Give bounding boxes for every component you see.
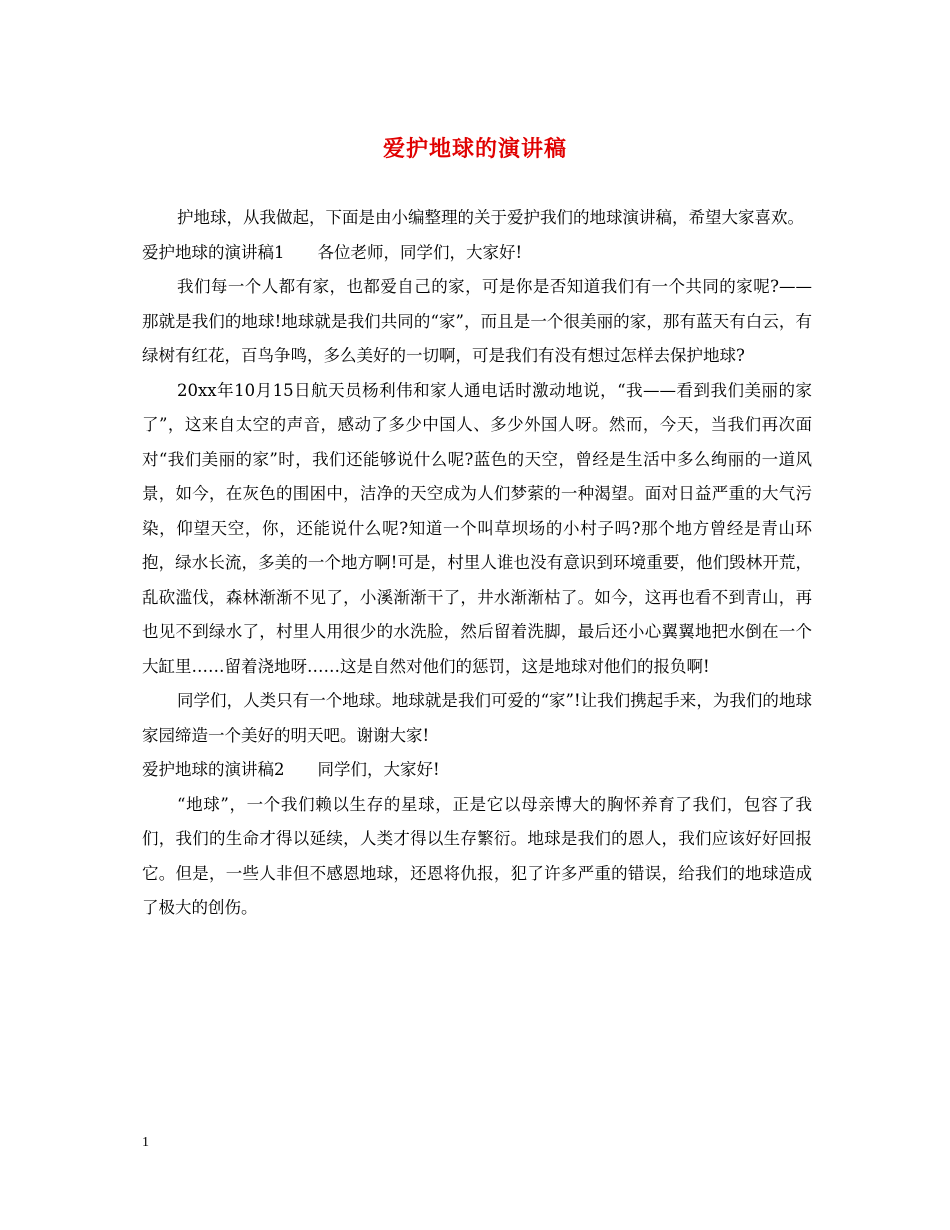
speech1-paragraph-3: 同学们，人类只有一个地球。地球就是我们可爱的“家”!让我们携起手来，为我们的地球家园缔造一个美好的明天吧。谢谢大家! [142,691,812,745]
speech1-paragraph-2: 20xx年10月15日航天员杨利伟和家人通电话时激动地说，“我——看到我们美丽的家了”，这来自太空的声音，感动了多少中国人、多少外国人呀。然而，今天，当我们再次面对“我们美丽的家”时，我们还能够说什么呢?蓝色的天空，曾经是生活中多么绚丽的一道风景，如今，在灰色的围困中，洁净的天空成为人们梦萦的一种渴望。面对日益严重的大气污染，仰望天空，你，还能说什么呢?知道一个叫草坝场的小村子吗?那个地方曾经是青山环抱，绿水长流，多美的一个地方啊!可是，村里人谁也没有意识到环境重要，他们毁林开荒，乱砍滥伐，森林渐渐不见了，小溪渐渐干了，井水渐渐枯了。如今，这再也看不到青山，再也见不到绿水了，村里人用很少的水洗脸，然后留着洗脚，最后还小心翼翼地把水倒在一个大缸里……留着浇地呀……这是自然对他们的惩罚，这是地球对他们的报负啊! [142,380,812,676]
page-number: 1 [142,1135,149,1150]
document-title: 爱护地球的演讲稿 [382,136,567,162]
intro-paragraph: 护地球，从我做起，下面是由小编整理的关于爱护我们的地球演讲稿，希望大家喜欢。 [177,208,804,227]
document-body [142,201,812,926]
speech1-heading: 爱护地球的演讲稿1 各位老师，同学们，大家好! [142,242,523,262]
speech2-heading: 爱护地球的演讲稿2 同学们，大家好! [142,760,440,779]
speech1-paragraph-1: 我们每一个人都有家，也都爱自己的家，可是你是否知道我们有一个共同的家呢?——那就是我们的地球!地球就是我们共同的“家”，而且是一个很美丽的家，那有蓝天有白云，有绿树有红花，百鸟争鸣，多么美好的一切啊，可是我们有没有想过怎样去保护地球? [142,277,812,365]
speech2-paragraph-1: “地球”，一个我们赖以生存的星球，正是它以母亲博大的胸怀养育了我们，包容了我们，我们的生命才得以延续，人类才得以生存繁衍。地球是我们的恩人，我们应该好好回报它。但是，一些人非但不感恩地球，还恩将仇报，犯了许多严重的错误，给我们的地球造成了极大的创伤。 [142,794,812,917]
